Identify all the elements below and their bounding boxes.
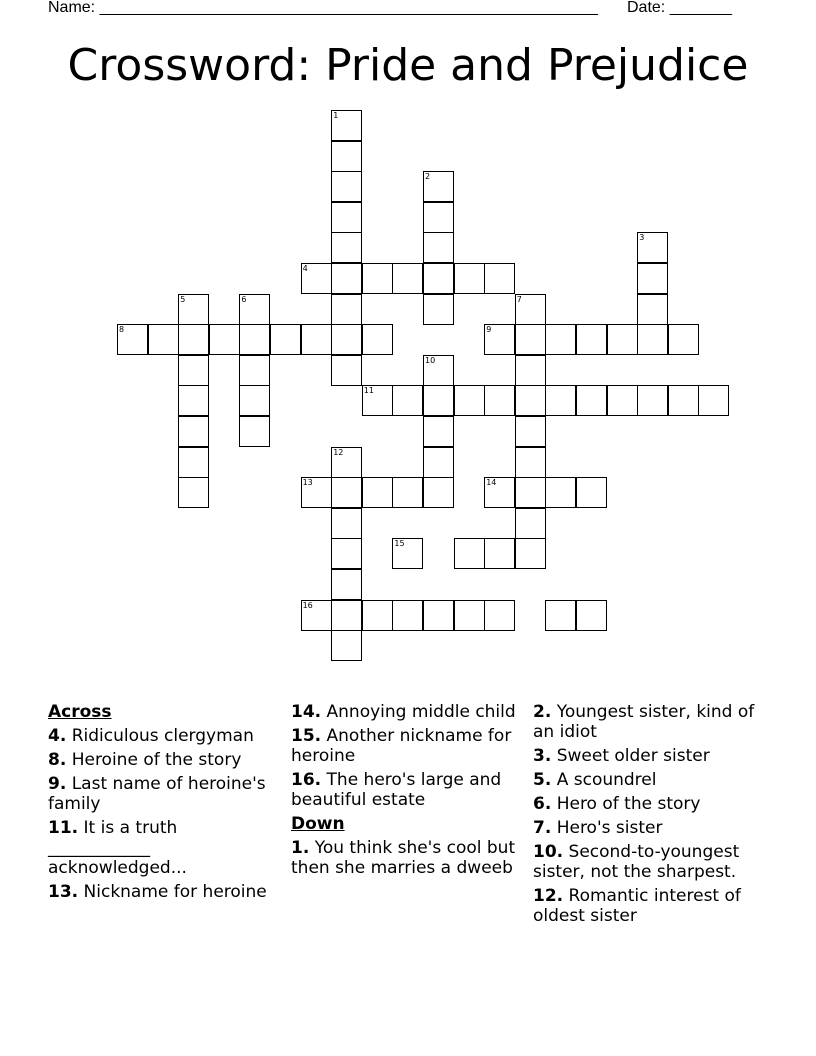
clue-number: 8. [48, 750, 67, 770]
clue-column-2 [291, 702, 523, 882]
grid-cell[interactable] [392, 600, 423, 631]
grid-cell[interactable] [515, 447, 546, 478]
grid-cell[interactable] [515, 385, 546, 416]
clue-number: 6. [533, 794, 552, 814]
clue-across-4 [48, 726, 280, 746]
clue-number: 5. [533, 770, 552, 790]
clue-across-11 [48, 818, 280, 878]
clue-text: Sweet older sister [556, 746, 710, 766]
grid-cell[interactable] [331, 263, 362, 294]
clue-down-7 [533, 818, 765, 838]
grid-cell[interactable] [239, 355, 270, 386]
grid-cell[interactable] [515, 508, 546, 539]
clue-down-2 [533, 702, 765, 742]
grid-cell[interactable] [148, 324, 179, 355]
clue-down-3 [533, 746, 765, 766]
clue-text: The hero's large and beautiful estate [291, 770, 502, 810]
grid-cell[interactable] [301, 477, 332, 508]
grid-cell[interactable] [454, 385, 485, 416]
cell-number: 6 [241, 294, 247, 304]
cell-number: 11 [363, 386, 374, 396]
grid-cell[interactable] [331, 141, 362, 172]
clue-down-12 [533, 886, 765, 926]
grid-cell[interactable] [178, 416, 209, 447]
cell-number: 10 [425, 355, 436, 365]
clue-number: 9. [48, 774, 67, 794]
clue-across-16 [291, 770, 523, 810]
grid-cell[interactable] [454, 538, 485, 569]
grid-cell[interactable] [454, 263, 485, 294]
grid-cell[interactable] [331, 232, 362, 263]
clue-number: 2. [533, 702, 552, 722]
grid-cell[interactable] [301, 600, 332, 631]
clue-down-1 [291, 838, 523, 878]
clue-down-6 [533, 794, 765, 814]
grid-cell[interactable] [362, 324, 393, 355]
grid-cell[interactable] [331, 202, 362, 233]
grid-cell[interactable] [454, 600, 485, 631]
grid-cell[interactable] [515, 477, 546, 508]
clue-text: Last name of heroine's family [48, 774, 266, 814]
cell-number: 15 [394, 539, 405, 549]
clue-across-15 [291, 726, 523, 766]
grid-cell[interactable] [331, 508, 362, 539]
clue-column-1 [48, 702, 280, 906]
clue-number: 11. [48, 818, 79, 838]
clue-text: It is a truth ____________ acknowledged... [48, 818, 187, 878]
grid-cell[interactable] [331, 630, 362, 661]
cell-number: 7 [516, 294, 522, 304]
grid-cell[interactable] [515, 355, 546, 386]
clue-text: A scoundrel [556, 770, 657, 790]
grid-cell[interactable] [545, 600, 576, 631]
grid-cell[interactable] [423, 447, 454, 478]
cell-number: 1 [333, 111, 339, 120]
clue-number: 13. [48, 882, 79, 902]
clue-text: Romantic interest of oldest sister [533, 886, 741, 926]
grid-cell[interactable] [178, 477, 209, 508]
cell-number: 14 [486, 478, 497, 488]
date-field-label[interactable]: Date: _______ [627, 0, 732, 16]
grid-cell[interactable] [484, 538, 515, 569]
grid-cell[interactable] [362, 600, 393, 631]
clue-text: Nickname for heroine [83, 882, 267, 902]
clue-text: Hero of the story [556, 794, 701, 814]
grid-cell[interactable] [331, 110, 362, 141]
grid-cell[interactable] [270, 324, 301, 355]
grid-cell[interactable] [637, 324, 668, 355]
cell-number: 4 [302, 264, 308, 273]
grid-cell[interactable] [392, 538, 423, 569]
clue-text: Heroine of the story [71, 750, 242, 770]
clue-number: 15. [291, 726, 322, 746]
clue-number: 16. [291, 770, 322, 790]
grid-cell[interactable] [362, 477, 393, 508]
grid-cell[interactable] [331, 600, 362, 631]
clue-across-14 [291, 702, 523, 722]
grid-cell[interactable] [484, 477, 515, 508]
grid-cell[interactable] [607, 385, 638, 416]
grid-cell[interactable] [209, 324, 240, 355]
clue-number: 1. [291, 838, 310, 858]
grid-cell[interactable] [331, 477, 362, 508]
grid-cell[interactable] [576, 324, 607, 355]
grid-cell[interactable] [637, 294, 668, 325]
grid-cell[interactable] [331, 171, 362, 202]
clue-across-13 [48, 882, 280, 902]
grid-cell[interactable] [423, 171, 454, 202]
grid-cell[interactable] [545, 385, 576, 416]
grid-cell[interactable] [515, 538, 546, 569]
grid-cell[interactable] [301, 263, 332, 294]
grid-cell[interactable] [484, 324, 515, 355]
clue-number: 14. [291, 702, 322, 722]
grid-cell[interactable] [239, 385, 270, 416]
grid-cell[interactable] [239, 324, 270, 355]
cell-number: 3 [639, 233, 645, 243]
clue-number: 3. [533, 746, 552, 766]
clue-number: 4. [48, 726, 67, 746]
grid-cell[interactable] [178, 447, 209, 478]
grid-cell[interactable] [576, 477, 607, 508]
grid-cell[interactable] [331, 324, 362, 355]
grid-cell[interactable] [423, 263, 454, 294]
grid-cell[interactable] [668, 385, 699, 416]
down-heading: Down [291, 814, 345, 834]
grid-cell[interactable] [423, 600, 454, 631]
clue-down-5 [533, 770, 765, 790]
cell-number: 2 [425, 172, 431, 182]
grid-cell[interactable] [545, 477, 576, 508]
grid-cell[interactable] [637, 232, 668, 263]
grid-cell[interactable] [392, 385, 423, 416]
grid-cell[interactable] [331, 355, 362, 386]
grid-cell[interactable] [392, 477, 423, 508]
grid-cell[interactable] [423, 355, 454, 386]
cell-number: 16 [302, 600, 313, 610]
clue-number: 10. [533, 842, 564, 862]
grid-cell[interactable] [331, 569, 362, 600]
grid-cell[interactable] [239, 416, 270, 447]
clue-text: Youngest sister, kind of an idiot [533, 702, 755, 742]
grid-cell[interactable] [607, 324, 638, 355]
grid-cell[interactable] [423, 202, 454, 233]
grid-cell[interactable] [423, 294, 454, 325]
clue-text: You think she's cool but then she marries a dweeb [291, 838, 516, 878]
grid-cell[interactable] [392, 263, 423, 294]
grid-cell[interactable] [423, 385, 454, 416]
grid-cell[interactable] [331, 447, 362, 478]
clue-text: Ridiculous clergyman [71, 726, 254, 746]
grid-cell[interactable] [576, 385, 607, 416]
clue-text: Hero's sister [556, 818, 663, 838]
grid-cell[interactable] [545, 324, 576, 355]
clue-text: Another nickname for heroine [291, 726, 512, 766]
clue-across-9 [48, 774, 280, 814]
grid-cell[interactable] [515, 416, 546, 447]
grid-cell[interactable] [515, 324, 546, 355]
page-title: Crossword: Pride and Prejudice [67, 40, 749, 91]
name-field-label[interactable]: Name: ________________________________________________________ [48, 0, 598, 16]
grid-cell[interactable] [301, 324, 332, 355]
clue-number: 7. [533, 818, 552, 838]
cell-number: 5 [180, 294, 186, 304]
grid-cell[interactable] [362, 263, 393, 294]
grid-cell[interactable] [178, 385, 209, 416]
clue-number: 12. [533, 886, 564, 906]
grid-cell[interactable] [576, 600, 607, 631]
grid-cell[interactable] [637, 263, 668, 294]
clue-down-10 [533, 842, 765, 882]
grid-cell[interactable] [178, 324, 209, 355]
cell-number: 12 [333, 447, 344, 457]
clue-text: Second-to-youngest sister, not the sharpest. [533, 842, 740, 882]
grid-cell[interactable] [515, 294, 546, 325]
grid-cell[interactable] [239, 294, 270, 325]
grid-cell[interactable] [423, 477, 454, 508]
grid-cell[interactable] [331, 538, 362, 569]
grid-cell[interactable] [178, 355, 209, 386]
grid-cell[interactable] [484, 385, 515, 416]
clue-text: Annoying middle child [326, 702, 516, 722]
clue-across-8 [48, 750, 280, 770]
grid-cell[interactable] [423, 232, 454, 263]
grid-cell[interactable] [484, 600, 515, 631]
grid-cell[interactable] [423, 416, 454, 447]
clue-column-3 [533, 702, 765, 930]
grid-cell[interactable] [484, 263, 515, 294]
grid-cell[interactable] [331, 294, 362, 325]
grid-cell[interactable] [637, 385, 668, 416]
grid-cell[interactable] [178, 294, 209, 325]
grid-cell[interactable] [668, 324, 699, 355]
grid-cell[interactable] [698, 385, 729, 416]
grid-cell[interactable] [117, 324, 148, 355]
cell-number: 13 [302, 478, 313, 488]
cell-number: 9 [486, 325, 492, 335]
cell-number: 8 [119, 325, 125, 335]
grid-cell[interactable] [362, 385, 393, 416]
across-heading: Across [48, 702, 112, 722]
